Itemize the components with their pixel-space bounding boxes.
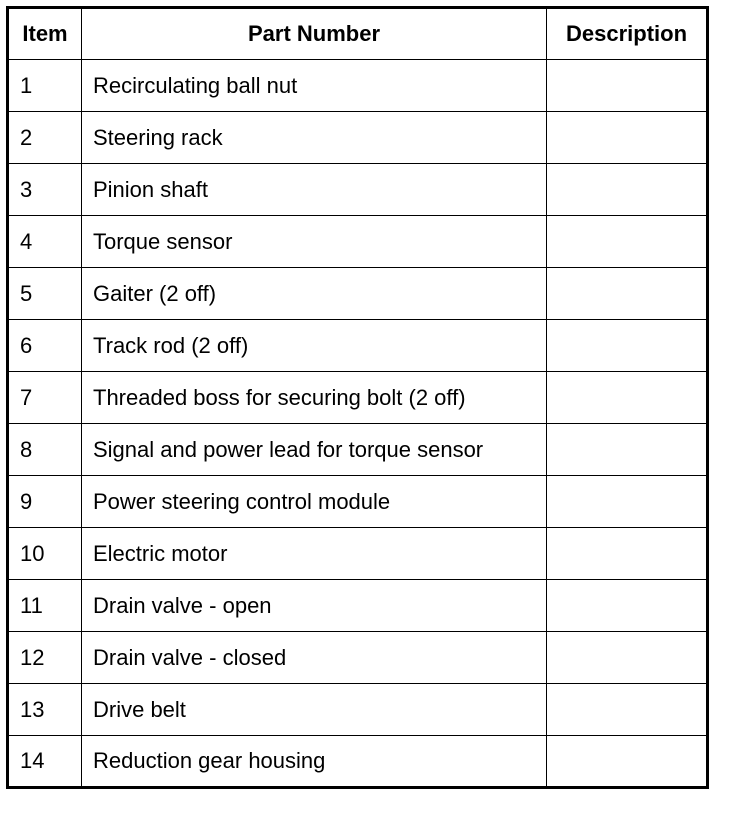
table-row [8,736,708,788]
part-cell: Threaded boss for securing bolt (2 off) [82,372,547,424]
description-cell [547,372,708,424]
header-row [8,8,708,60]
description-cell [547,320,708,372]
parts-table [6,6,709,789]
part-cell: Electric motor [82,528,547,580]
table-row [8,684,708,736]
table-row [8,424,708,476]
description-cell [547,424,708,476]
part-cell: Drain valve - closed [82,632,547,684]
item-cell: 9 [8,476,82,528]
part-cell: Reduction gear housing [82,736,547,788]
item-cell: 10 [8,528,82,580]
item-cell: 1 [8,60,82,112]
part-cell: Recirculating ball nut [82,60,547,112]
header-part-number: Part Number [82,8,547,60]
item-cell: 5 [8,268,82,320]
description-cell [547,580,708,632]
table-row [8,320,708,372]
description-cell [547,164,708,216]
table-row [8,632,708,684]
part-cell: Gaiter (2 off) [82,268,547,320]
part-cell: Drain valve - open [82,580,547,632]
table-row [8,476,708,528]
item-cell: 6 [8,320,82,372]
header-description: Description [547,8,708,60]
description-cell [547,528,708,580]
part-cell: Drive belt [82,684,547,736]
item-cell: 14 [8,736,82,788]
description-cell [547,632,708,684]
table-row [8,372,708,424]
table-body [8,60,708,788]
description-cell [547,268,708,320]
description-cell [547,216,708,268]
table-row [8,60,708,112]
item-cell: 13 [8,684,82,736]
item-cell: 11 [8,580,82,632]
description-cell [547,736,708,788]
item-cell: 7 [8,372,82,424]
part-cell: Track rod (2 off) [82,320,547,372]
description-cell [547,112,708,164]
item-cell: 4 [8,216,82,268]
item-cell: 3 [8,164,82,216]
table-row [8,216,708,268]
part-cell: Torque sensor [82,216,547,268]
part-cell: Steering rack [82,112,547,164]
table-row [8,580,708,632]
part-cell: Power steering control module [82,476,547,528]
header-item: Item [8,8,82,60]
table-row [8,528,708,580]
item-cell: 12 [8,632,82,684]
table-row [8,164,708,216]
description-cell [547,476,708,528]
table-header [8,8,708,60]
table-row [8,268,708,320]
description-cell [547,60,708,112]
description-cell [547,684,708,736]
part-cell: Signal and power lead for torque sensor [82,424,547,476]
table-row [8,112,708,164]
part-cell: Pinion shaft [82,164,547,216]
item-cell: 2 [8,112,82,164]
item-cell: 8 [8,424,82,476]
